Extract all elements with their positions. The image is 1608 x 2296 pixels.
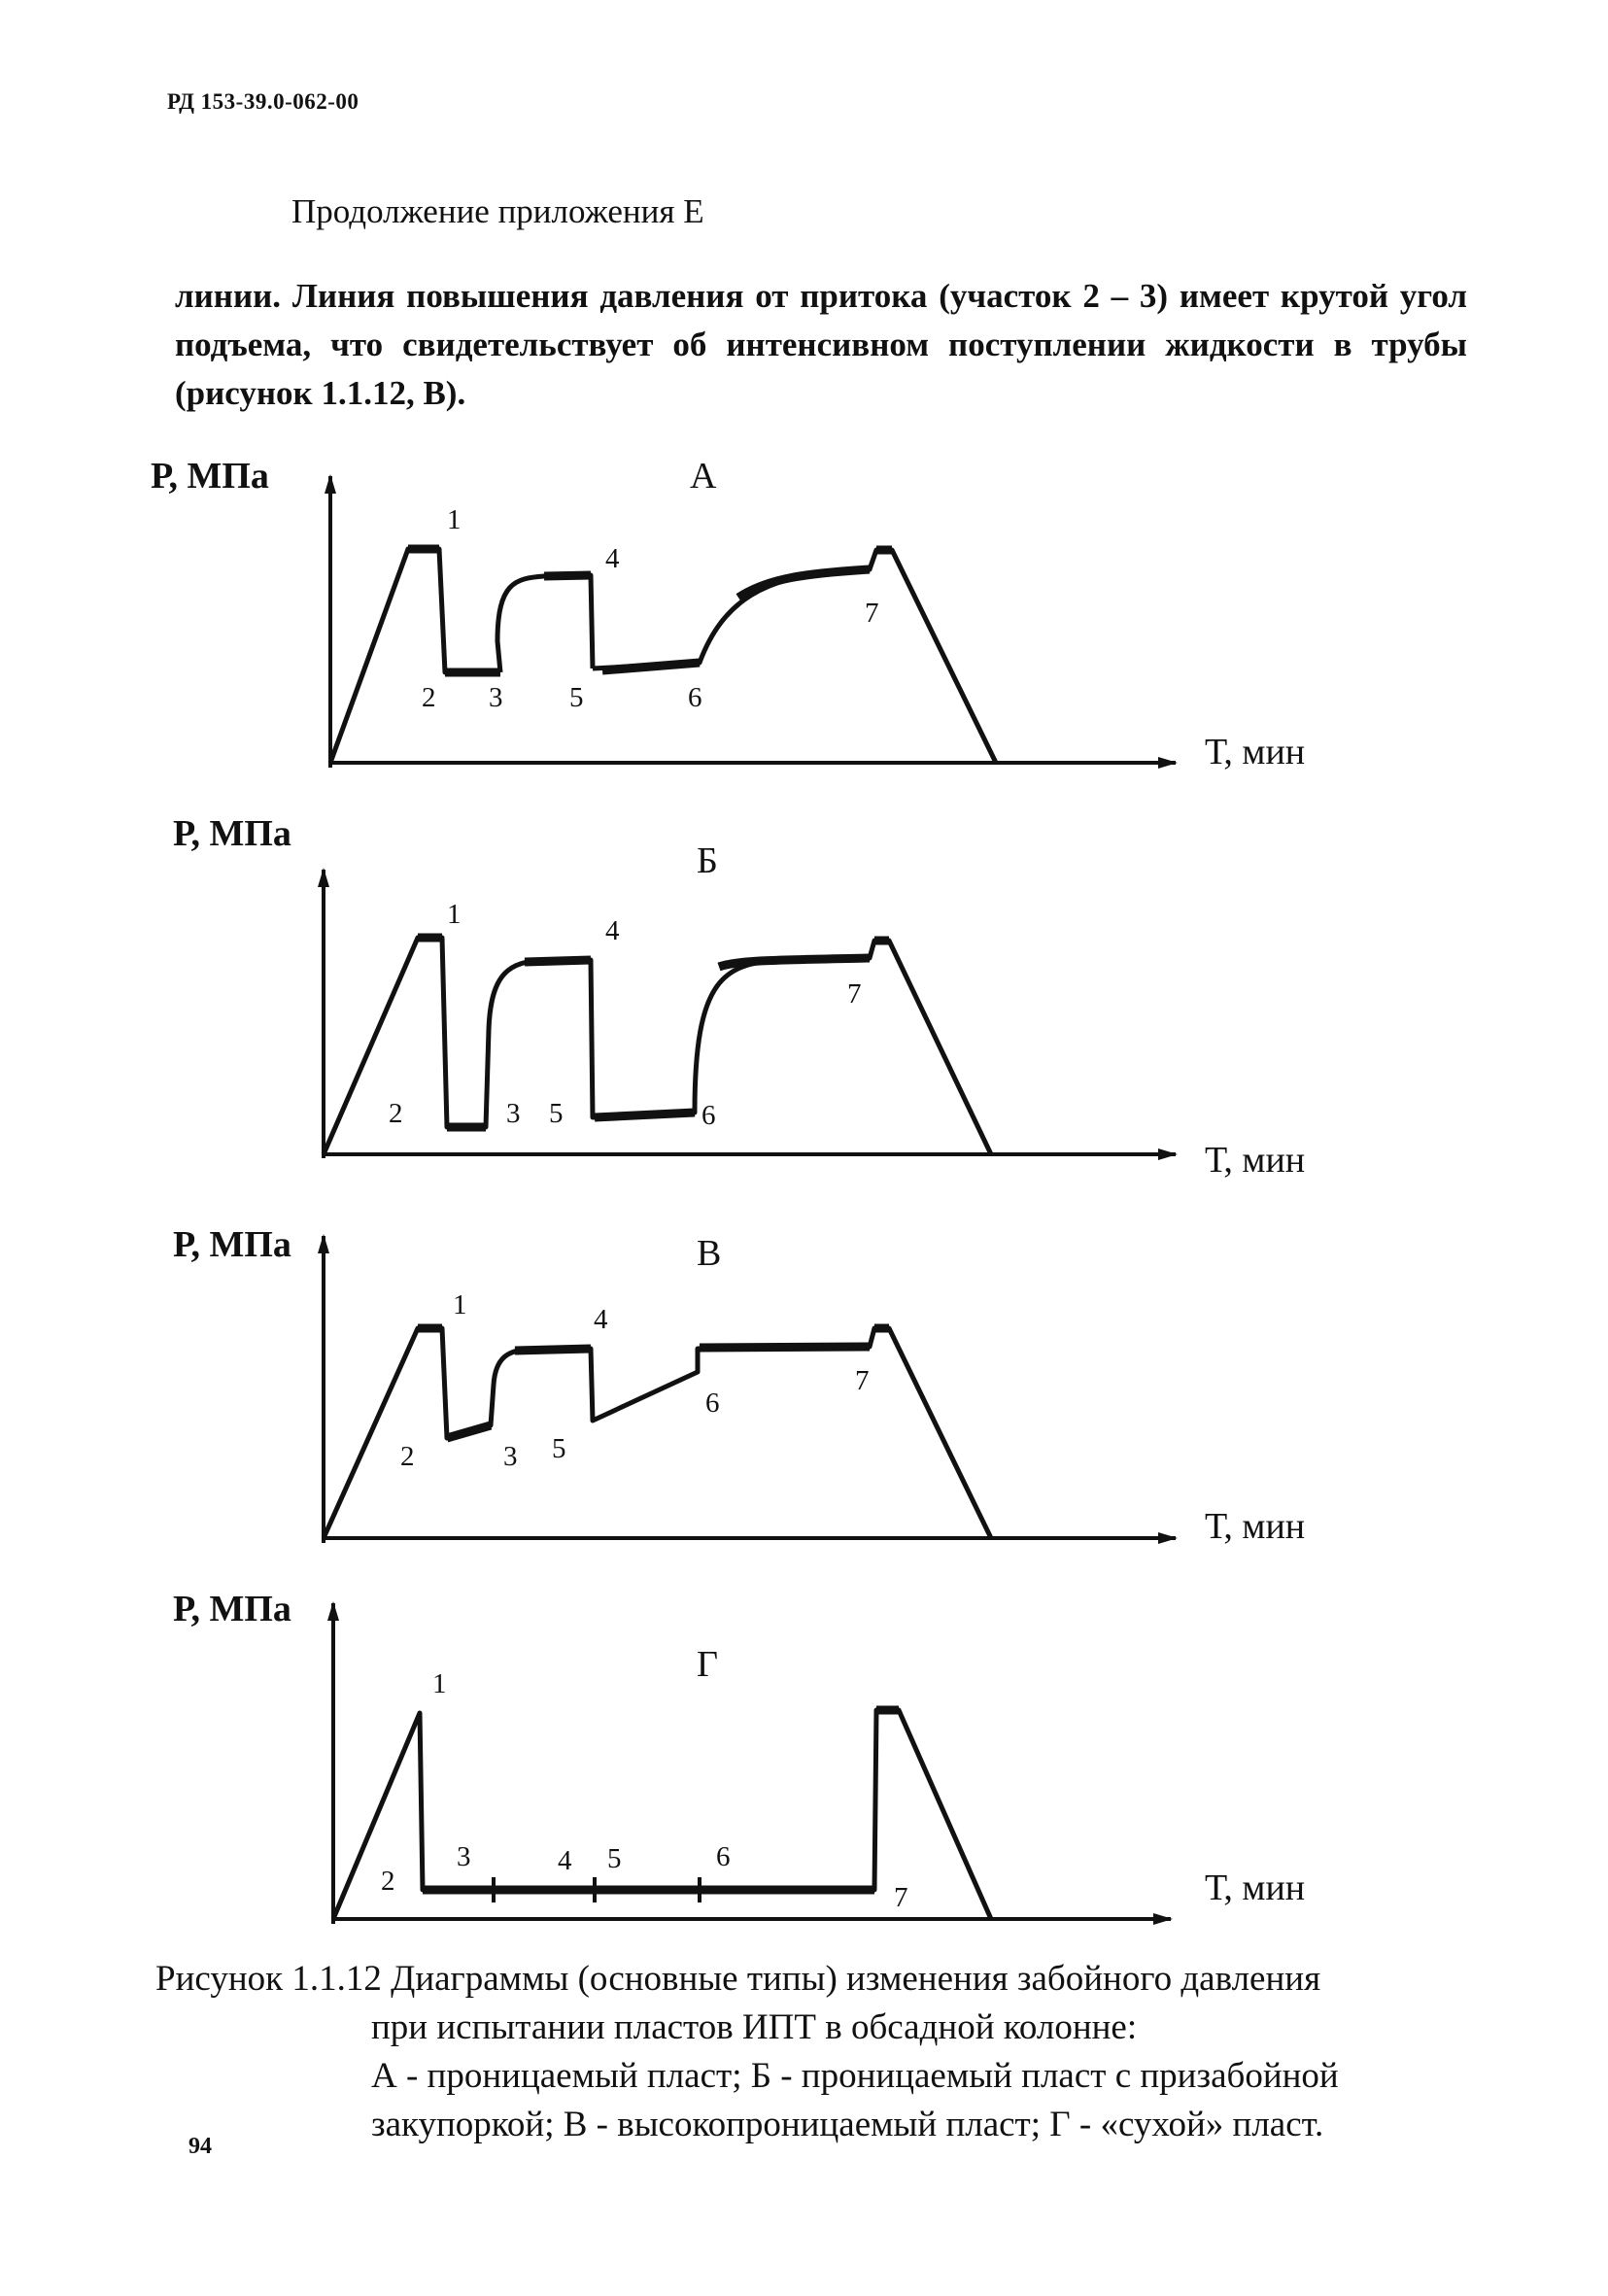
point-label: 7 (865, 598, 879, 629)
y-axis-label: Р, МПа (151, 456, 269, 497)
x-axis-label: Т, мин (1205, 732, 1306, 772)
x-axis-label: Т, мин (1205, 1868, 1306, 1908)
caption-subtitle: при испытании пластов ИПТ в обсадной колонне: (371, 2007, 1138, 2047)
panel-letter: А (690, 456, 717, 497)
point-label: 4 (594, 1304, 608, 1335)
point-label: 2 (381, 1866, 395, 1897)
pressure-curve-bold (418, 1328, 889, 1438)
pressure-curve (324, 1328, 991, 1538)
point-label: 3 (457, 1841, 471, 1872)
appendix-continuation: Продолжение приложения Е (291, 192, 704, 230)
point-label: 1 (447, 504, 462, 535)
point-label: 5 (607, 1843, 622, 1874)
caption-legend: А - проницаемый пласт; Б - проницаемый пласт с призабойной закупоркой; В - высокопроницаемый пласт; Г - «сухой» пласт. (371, 2056, 1339, 2144)
document-code: РД 153-39.0-062-00 (167, 89, 359, 114)
point-label: 6 (705, 1388, 720, 1419)
panel-letter: Г (697, 1644, 718, 1685)
x-axis-label: Т, мин (1205, 1506, 1306, 1547)
x-axis-label: Т, мин (1205, 1140, 1306, 1181)
point-label: 1 (453, 1289, 467, 1320)
point-label: 1 (447, 899, 462, 930)
caption-title: Рисунок 1.1.12 Диаграммы (основные типы) изменения забойного давления (155, 1959, 1321, 1999)
point-label: 4 (558, 1845, 572, 1876)
diagram-panel-a (151, 456, 1305, 772)
diagram-panel-g (173, 1589, 1305, 1924)
point-label: 2 (400, 1441, 415, 1472)
page-number: 94 (188, 2134, 212, 2159)
point-label: 7 (847, 978, 862, 1010)
point-label: 5 (552, 1433, 566, 1464)
body-paragraph: линии. Линия повышения давления от притока (участок 2 – 3) имеет крутой угол подъема, что свидетельствует об интенсивном поступлении жидкости в трубы (рисунок 1.1.12, В). (175, 277, 1467, 412)
point-label: 7 (855, 1365, 870, 1396)
point-label: 7 (894, 1882, 908, 1913)
panel-letter: Б (697, 840, 718, 881)
diagram-panel-v (173, 1224, 1305, 1547)
pressure-curve (324, 938, 991, 1154)
point-label: 6 (716, 1841, 731, 1872)
point-label: 4 (605, 915, 620, 946)
point-label: 2 (389, 1098, 403, 1129)
point-label: 2 (422, 682, 436, 713)
point-label: 5 (569, 682, 584, 713)
point-label: 6 (688, 682, 702, 713)
point-label: 4 (605, 543, 620, 574)
figure-caption (155, 1955, 1496, 2149)
pressure-curve-bold (423, 1710, 899, 1890)
point-label: 3 (506, 1098, 521, 1129)
y-axis-label: Р, МПа (173, 1224, 291, 1265)
diagram-panel-b (173, 813, 1305, 1181)
point-label: 5 (549, 1098, 564, 1129)
panel-letter: В (697, 1233, 722, 1274)
point-label: 3 (489, 682, 503, 713)
point-label: 6 (701, 1100, 716, 1131)
point-label: 3 (503, 1441, 518, 1472)
point-label: 1 (432, 1668, 447, 1699)
y-axis-label: Р, МПа (173, 813, 291, 854)
pressure-curve-bold (408, 549, 892, 672)
y-axis-label: Р, МПа (173, 1589, 291, 1629)
pressure-curve (330, 549, 996, 763)
